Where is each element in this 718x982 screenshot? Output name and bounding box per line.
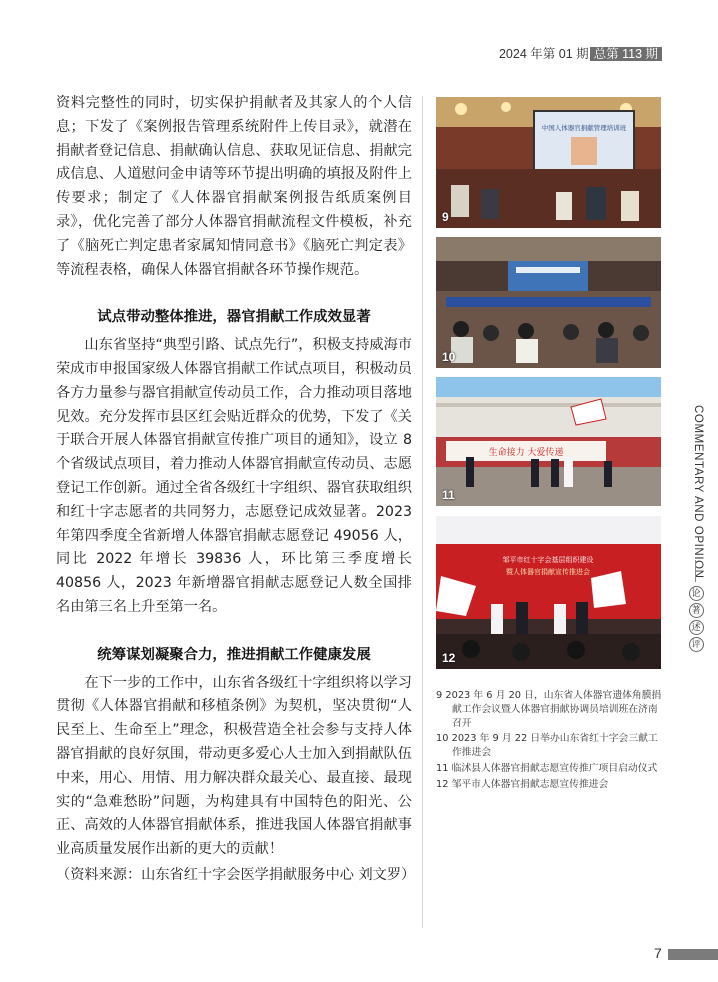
- source-credit: （资料来源：山东省红十字会医学捐献服务中心 刘文罗）: [56, 866, 416, 883]
- page-number-bar: [668, 949, 718, 960]
- section-label-rule: [695, 560, 696, 582]
- photo-9: [436, 97, 661, 228]
- issue-header: [499, 44, 662, 62]
- photo-11-number: 11: [442, 488, 455, 502]
- caption-10: 10 2023 年 9 月 22 日举办山东省红十字会三献工作推进会: [436, 733, 658, 759]
- paragraph-1: 资料完整性的同时，切实保护捐献者及其家人的个人信息；下发了《案例报告管理系统附件上传目录》，就潜在捐献者登记信息、捐献确认信息、获取见证信息、捐献完成信息、人道慰问金申请等环节提出明确的填报及附件上传要求；制定了《人体器官捐献案例报告纸质案例目录》，优化完善了部分人体器官捐献流程文件模板，补充了《脑死亡判定患者家属知情同意书》《脑死亡判定表》等流程表格，确保人体器官捐献各环节操作规范。: [56, 95, 412, 278]
- page-number: 7: [654, 945, 662, 961]
- issue-total-badge: 总第 113 期: [590, 47, 662, 61]
- photo-11: [436, 377, 661, 506]
- column-divider: [422, 96, 423, 928]
- photo-12-banner-line1: 邹平市红十字会基层组织建设: [502, 556, 594, 564]
- caption-11: 11 临沭县人体器官捐献志愿宣传推广项目启动仪式: [436, 762, 658, 774]
- photo-12-image: [436, 516, 661, 669]
- section-heading-2: 统筹谋划凝聚合力，推进捐献工作健康发展: [97, 646, 371, 663]
- photo-12-number: 12: [442, 651, 456, 665]
- photo-9-screen-title: 中国人体器官捐献管理培训班: [541, 124, 627, 132]
- article-body: [56, 92, 416, 888]
- caption-9: 9 2023 年 6 月 20 日，山东省人体器官遗体角膜捐献工作会议暨人体器官捐献协调员培训班在济南召开: [436, 690, 662, 729]
- section-char-2: 著: [689, 603, 704, 618]
- photo-9-image: [436, 97, 661, 228]
- section-char-3: 述: [689, 620, 704, 635]
- photo-11-banner: 生命接力 大爱传递: [488, 448, 564, 458]
- photo-11-image: [436, 377, 661, 506]
- section-heading-1: 试点带动整体推进，器官捐献工作成效显著: [97, 309, 371, 326]
- section-char-4: 评: [689, 637, 704, 652]
- paragraph-3: 在下一步的工作中，山东省各级红十字组织将以学习贯彻《人体器官捐献和移植条例》为契机，坚决贯彻“人民至上、生命至上”理念，积极营造全社会参与支持人体器官捐献的良好氛围，带动更多爱心人士加入到捐献队伍中来，用心、用情、用力解决群众最关心、最直接、最现实的“急难愁盼”问题，为构建具有中国特色的阳光、公正、高效的人体器官捐献体系，推进我国人体器官捐献事业高质量发展作出新的更大的贡献！: [56, 674, 412, 858]
- photo-10-number: 10: [442, 350, 456, 364]
- photo-10: [436, 237, 661, 368]
- issue-number: 2024 年第 01 期: [498, 47, 589, 61]
- section-label-chinese: [687, 586, 705, 652]
- photo-captions: [436, 689, 666, 794]
- caption-12: 12 邹平市人体器官捐献志愿宣传推进会: [436, 778, 609, 790]
- photo-12: [436, 516, 661, 669]
- photo-10-image: [436, 237, 661, 368]
- section-char-1: 论: [689, 586, 704, 601]
- photo-12-banner-line2: 暨人体器官捐献宣传推进会: [506, 568, 590, 576]
- section-label-english: COMMENTARY AND OPINION: [692, 405, 704, 579]
- photo-9-number: 9: [442, 210, 449, 224]
- paragraph-2: 山东省坚持“典型引路、试点先行”，积极支持威海市荣成市申报国家级人体器官捐献工作试点项目，积极动员各方力量参与器官捐献宣传动员工作，合力推动项目落地见效。充分发挥市县区红会贴近群众的优势，下发了《关于联合开展人体器官捐献宣传推广项目的通知》，设立 8 个省级试点项目，着力推动人体器官捐献宣传动员、志愿登记工作创新。通过全省各级红十字组织、器官获取组织和红十字志愿者的共同努力，志愿登记成效显著。2023 年第四季度全省新增人体器官捐献志愿登记 49056 人，同比 2022 年增长 39836 人，环比第三季度增长 40856 人，2023 年新增器官捐献志愿登记人数全国排名由第三名上升至第一名。: [56, 337, 412, 615]
